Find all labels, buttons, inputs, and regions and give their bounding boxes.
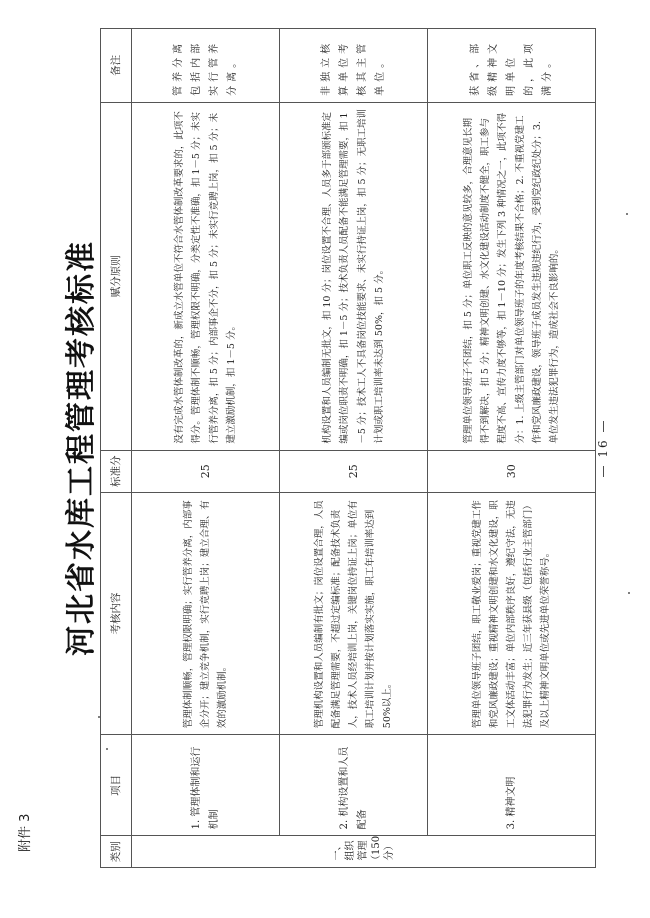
- row-content: 管理机构设置和人员编制有批文；岗位设置合理，人员配备满足管理需要，不超过定编标准；配备技术负责人，技术人员经培训上岗，关键岗位持证上岗；单位有职工培训计划并按计划落实实施，职工年培训率达到 50%以上。: [280, 492, 428, 734]
- row-rule: 机构设置和人员编制无批文，扣 10 分；岗位设置不合理、人员多于部颁标准定编或岗位职责不明确，扣 1－5 分；技术负责人员配备不能满足管理需要，扣 1－5 分；技术工人不具备岗位技能要求、未实行持证上岗，扣 5 分；无职工培训计划或职工培训率未达到 50%，扣 5 分。: [280, 102, 428, 450]
- scan-speck: [98, 716, 100, 718]
- category-label: 一、组织管理（150 分）: [332, 835, 395, 865]
- scan-speck: [626, 213, 628, 215]
- table-row: [280, 29, 428, 868]
- row-item: 3. 精神文明: [428, 735, 596, 836]
- page-number: — 16 —: [596, 418, 610, 478]
- table-row: [132, 29, 280, 868]
- row-note: 管养分离包括内部实行管养分离。: [132, 29, 280, 103]
- row-note: 获省、部级精神文明单位的，此项满分。: [428, 29, 596, 103]
- table-header-row: [101, 29, 132, 868]
- header-note: 备注: [101, 29, 132, 103]
- row-content: 管理单位领导班子团结，职工敬业爱岗；重视党建工作和党风廉政建设；重视精神文明创建和水文化建设，职工文体活动丰富；单位内部秩序良好，遵纪守法，无违法犯罪行为发生；近三年获县级（包括行业主管部门）及以上精神文明单位或先进单位荣誉称号。: [428, 492, 596, 734]
- row-content: 管理体制顺畅，管理权限明确；实行管养分离，内部事企分开；建立竞争机制，实行竞聘上岗；建立合理、有效的激励机制。: [132, 492, 280, 734]
- attachment-label: 附件 3: [18, 813, 33, 852]
- rotated-document: [50, 28, 610, 868]
- row-note: 非独立核算单位考核其主管单位。: [280, 29, 428, 103]
- row-score: 25: [132, 450, 280, 492]
- category-cell: [132, 836, 596, 868]
- header-content: 考核内容: [101, 492, 132, 734]
- header-category: 类别: [101, 836, 132, 868]
- row-item: 2. 机构设置和人员配备: [280, 735, 428, 836]
- row-score: 25: [280, 450, 428, 492]
- scan-speck: [628, 592, 630, 594]
- row-rule: 管理单位领导班子不团结，扣 5 分；单位职工反映的意见较多，合理意见长期得不到解决，扣 5 分；精神文明创建、水文化建设活动制度不健全，职工参与程度不高、宣传力度不够等，扣 1－10 分；发生下列 3 种情况之一，此项不得分：1. 上级主管部门对单位领导班子的年度考核结果不合格；2. 不重视党建工作和党风廉政建设，领导班子成员发生违规违纪行为，受到党纪政纪处分；3. 单位发生违法犯罪行为，造成社会不良影响的。: [428, 102, 596, 450]
- document-title: 河北省水库工程管理考核标准: [64, 240, 99, 656]
- table-row: [428, 29, 596, 868]
- scan-speck: [106, 748, 108, 750]
- header-item: 项目: [101, 735, 132, 836]
- assessment-table: [100, 28, 596, 868]
- header-score: 标准分: [101, 450, 132, 492]
- row-item: 1. 管理体制和运行机制: [132, 735, 280, 836]
- row-score: 30: [428, 450, 596, 492]
- header-rule: 赋分原则: [101, 102, 132, 450]
- row-rule: 没有完成水管体制改革的，新成立水管单位不符合水管体制改革要求的，此项不得分。管理体制不顺畅，管理权限不明确，分类定性不准确，扣 1－5 分；未实行管养分离，扣 5 分；内部事企不分，扣 5 分；未实行竞聘上岗，扣 5 分；未建立激励机制，扣 1－5 分。: [132, 102, 280, 450]
